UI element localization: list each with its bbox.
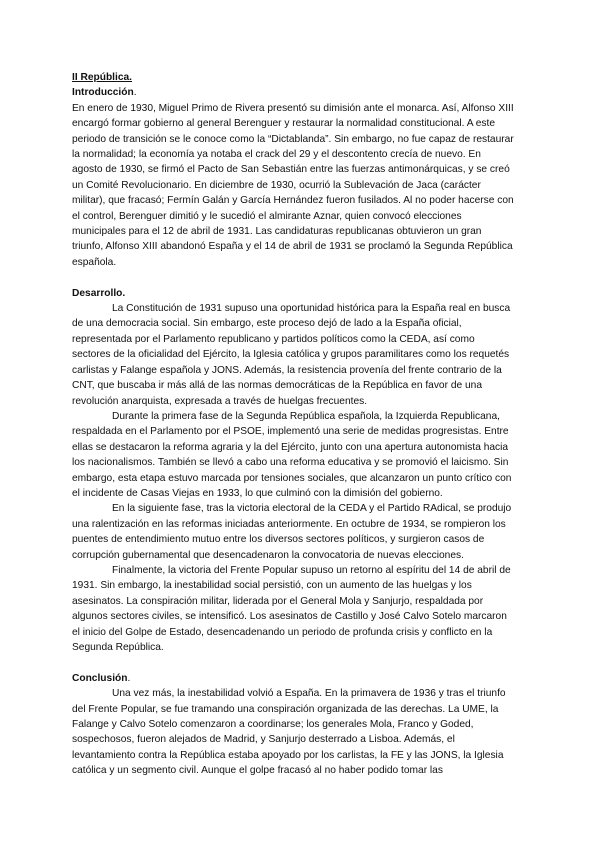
desarrollo-paragraph-2: Durante la primera fase de la Segunda República española, la Izquierda Republicana, respaldada en el Parlamento por el PSOE, implementó una serie de medidas progresistas. Entre ellas se destacaron la reforma agraria y la del Ejército, junto con una apertura autonomista hacia los nacionalismos. También se llevó a cabo una reforma educativa y se promovió el laicismo. Sin embargo, esta etapa estuvo marcada por tensiones sociales, que alcanzaron un punto crítico con el incidente de Casas Viejas en 1933, lo que culminó con la dimisión del gobierno. <box>72 410 512 499</box>
document-title: II República. <box>72 72 133 83</box>
conclusion-paragraph: Una vez más, la inestabilidad volvió a España. En la primavera de 1936 y tras el triunfo del Frente Popular, se fue tramando una conspiración organizada de las derechas. La UME, la Falange y Calvo Sotelo comenzaron a coordinarse; los generales Mola, Franco y Goded, sospechosos, fueron alejados de Madrid, y Sanjurjo desterrado a Lisboa. Además, el levantamiento contra la República estaba apoyado por los carlistas, la FE y las JONS, la Iglesia católica y un segmento civil. Aunque el golpe fracasó al no haber podido tomar las <box>72 688 506 777</box>
heading-text: Introducción <box>72 87 134 99</box>
intro-paragraph: En enero de 1930, Miguel Primo de Rivera presentó su dimisión ante el monarca. Así, Alfonso XIII encargó formar gobierno al general Berenguer y restaurar la normalidad constitucional. A este periodo de transición se le conoce como la “Dictablanda”. Sin embargo, no fue capaz de restaurar la normalidad; la economía ya notaba el crack del 29 y el descontento crecía de nuevo. En agosto de 1930, se firmó el Pacto de San Sebastián entre las fuerzas antimonárquicas, y se creó un Comité Revolucionario. En diciembre de 1930, ocurrió la Sublevación de Jaca (carácter militar), que fracasó; Fermín Galán y García Hernández fueron fusilados. Al no poder hacerse con el control, Berenguer dimitió y le sucedió el almirante Aznar, quien convocó elecciones municipales para el 12 de abril de 1931. Las candidaturas republicanas obtuvieron un gran triunfo, Alfonso XIII abandonó España y el 14 de abril de 1931 se proclamó la Segunda República española. <box>72 102 514 268</box>
section-heading-desarrollo: Desarrollo. <box>72 287 126 299</box>
desarrollo-paragraph-4: Finalmente, la victoria del Frente Popular supuso un retorno al espíritu del 14 de abril de 1931. Sin embargo, la inestabilidad social persistió, con un aumento de las huelgas y los asesinatos. La conspiración militar, liderada por el General Mola y Sanjurjo, respaldada por algunos sectores civiles, se intensificó. Los asesinatos de Castillo y José Calvo Sotelo marcaron el inicio del Golpe de Estado, desencadenando un periodo de profunda crisis y conflicto en la Segunda República. <box>72 564 511 654</box>
section-spacer <box>72 270 514 285</box>
heading-punctuation: . <box>127 672 131 684</box>
desarrollo-paragraph-1: La Constitución de 1931 supuso una oportunidad histórica para la España real en busca de una democracia social. Sin embargo, este proceso dejó de lado a la España oficial, representada por el Parlamento republicano y partidos políticos como la CEDA, así como sectores de la oficialidad del Ejército, la Iglesia católica y grupos paramilitares como los requetés carlistas y Falange española y JONS. Además, la resistencia provenía del frente contrario de la CNT, que buscaba ir más allá de las normas democráticas de la República en favor de una revolución anarquista, expresada a través de huelgas frecuentes. <box>72 303 511 407</box>
heading-text: Conclusión <box>72 672 128 684</box>
section-heading-introduccion <box>72 85 514 100</box>
section-spacer <box>72 655 514 670</box>
section-heading-conclusion <box>72 671 514 686</box>
heading-punctuation: . <box>133 87 137 99</box>
desarrollo-paragraph-3: En la siguiente fase, tras la victoria electoral de la CEDA y el Partido RAdical, se produjo una ralentización en las reformas iniciadas anteriormente. En octubre de 1934, se rompieron los puentes de entendimiento mutuo entre los diversos sectores políticos, y surgieron casos de corrupción gubernamental que desencadenaron la convocatoria de nuevas elecciones. <box>72 503 512 561</box>
